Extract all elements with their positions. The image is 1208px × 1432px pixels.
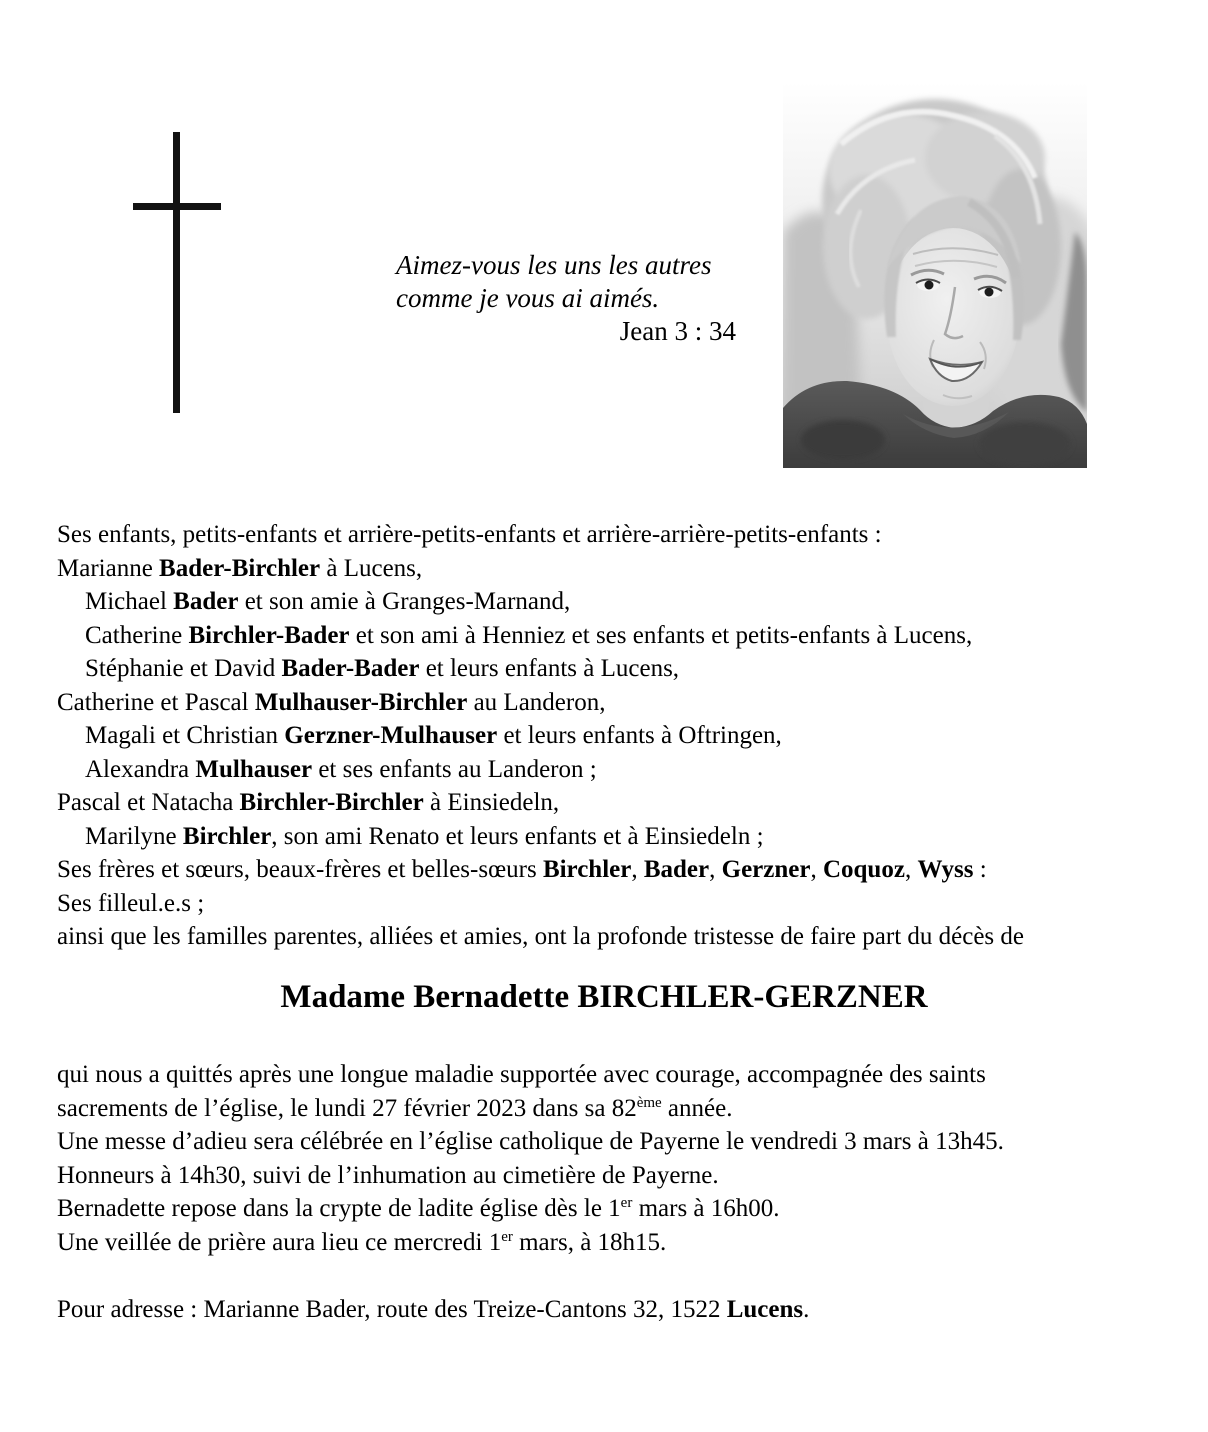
- cross-icon: [133, 132, 221, 413]
- text-line: Pascal et Natacha Birchler-Birchler à Einsiedeln,: [57, 789, 560, 816]
- text-line: Marilyne Birchler, son ami Renato et leurs enfants et à Einsiedeln ;: [85, 822, 764, 850]
- cross-vertical-bar: [173, 132, 180, 413]
- text-line: Ses frères et sœurs, beaux-frères et belles-sœurs Birchler, Bader, Gerzner, Coquoz, Wyss :: [57, 856, 987, 883]
- text-line: sacrements de l’église, le lundi 27 février 2023 dans sa 82ème année.: [57, 1094, 733, 1122]
- cross-horizontal-bar: [133, 203, 221, 210]
- text-line: Magali et Christian Gerzner-Mulhauser et leurs enfants à Oftringen,: [85, 722, 782, 749]
- portrait-photo-illustration: [783, 82, 1087, 468]
- quote-attribution: Jean 3 : 34: [619, 316, 736, 346]
- text-line: ainsi que les familles parentes, alliées et amies, ont la profonde tristesse de faire part du décès de: [57, 923, 1025, 950]
- quote-line-1: Aimez-vous les uns les autres: [396, 250, 712, 280]
- text-line: Une veillée de prière aura lieu ce mercredi 1er mars, à 18h15.: [57, 1228, 667, 1256]
- text-line: Stéphanie et David Bader-Bader et leurs enfants à Lucens,: [85, 655, 680, 682]
- family-list: [57, 518, 1197, 954]
- funeral-announcement: [57, 1058, 1202, 1259]
- deceased-name-title: Madame Bernadette BIRCHLER-GERZNER: [280, 979, 928, 1015]
- text-line: Catherine et Pascal Mulhauser-Birchler au Landeron,: [57, 688, 606, 716]
- text-line: Pour adresse : Marianne Bader, route des Treize-Cantons 32, 1522 Lucens.: [57, 1296, 810, 1323]
- text-line: qui nous a quittés après une longue maladie supportée avec courage, accompagnée des saints: [57, 1061, 986, 1088]
- text-line: Ses filleul.e.s ;: [57, 889, 205, 917]
- text-line: Michael Bader et son amie à Granges-Marnand,: [85, 588, 571, 615]
- text-line: Ses enfants, petits-enfants et arrière-petits-enfants et arrière-arrière-petits-enfants :: [57, 521, 882, 548]
- text-line: Honneurs à 14h30, suivi de l’inhumation au cimetière de Payerne.: [57, 1161, 719, 1189]
- text-line: Bernadette repose dans la crypte de ladite église dès le 1er mars à 16h00.: [57, 1195, 780, 1222]
- text-line: Alexandra Mulhauser et ses enfants au Landeron ;: [85, 755, 597, 783]
- quote-line-2: comme je vous ai aimés.: [396, 283, 660, 313]
- portrait-photo: [783, 82, 1087, 468]
- contact-address: [57, 1293, 1202, 1327]
- text-line: Marianne Bader-Birchler à Lucens,: [57, 554, 423, 582]
- text-line: Une messe d’adieu sera célébrée en l’église catholique de Payerne le vendredi 3 mars à 13h45.: [57, 1128, 1004, 1155]
- text-line: Catherine Birchler-Bader et son ami à Henniez et ses enfants et petits-enfants à Lucens,: [85, 621, 973, 649]
- scripture-quote: [396, 249, 738, 348]
